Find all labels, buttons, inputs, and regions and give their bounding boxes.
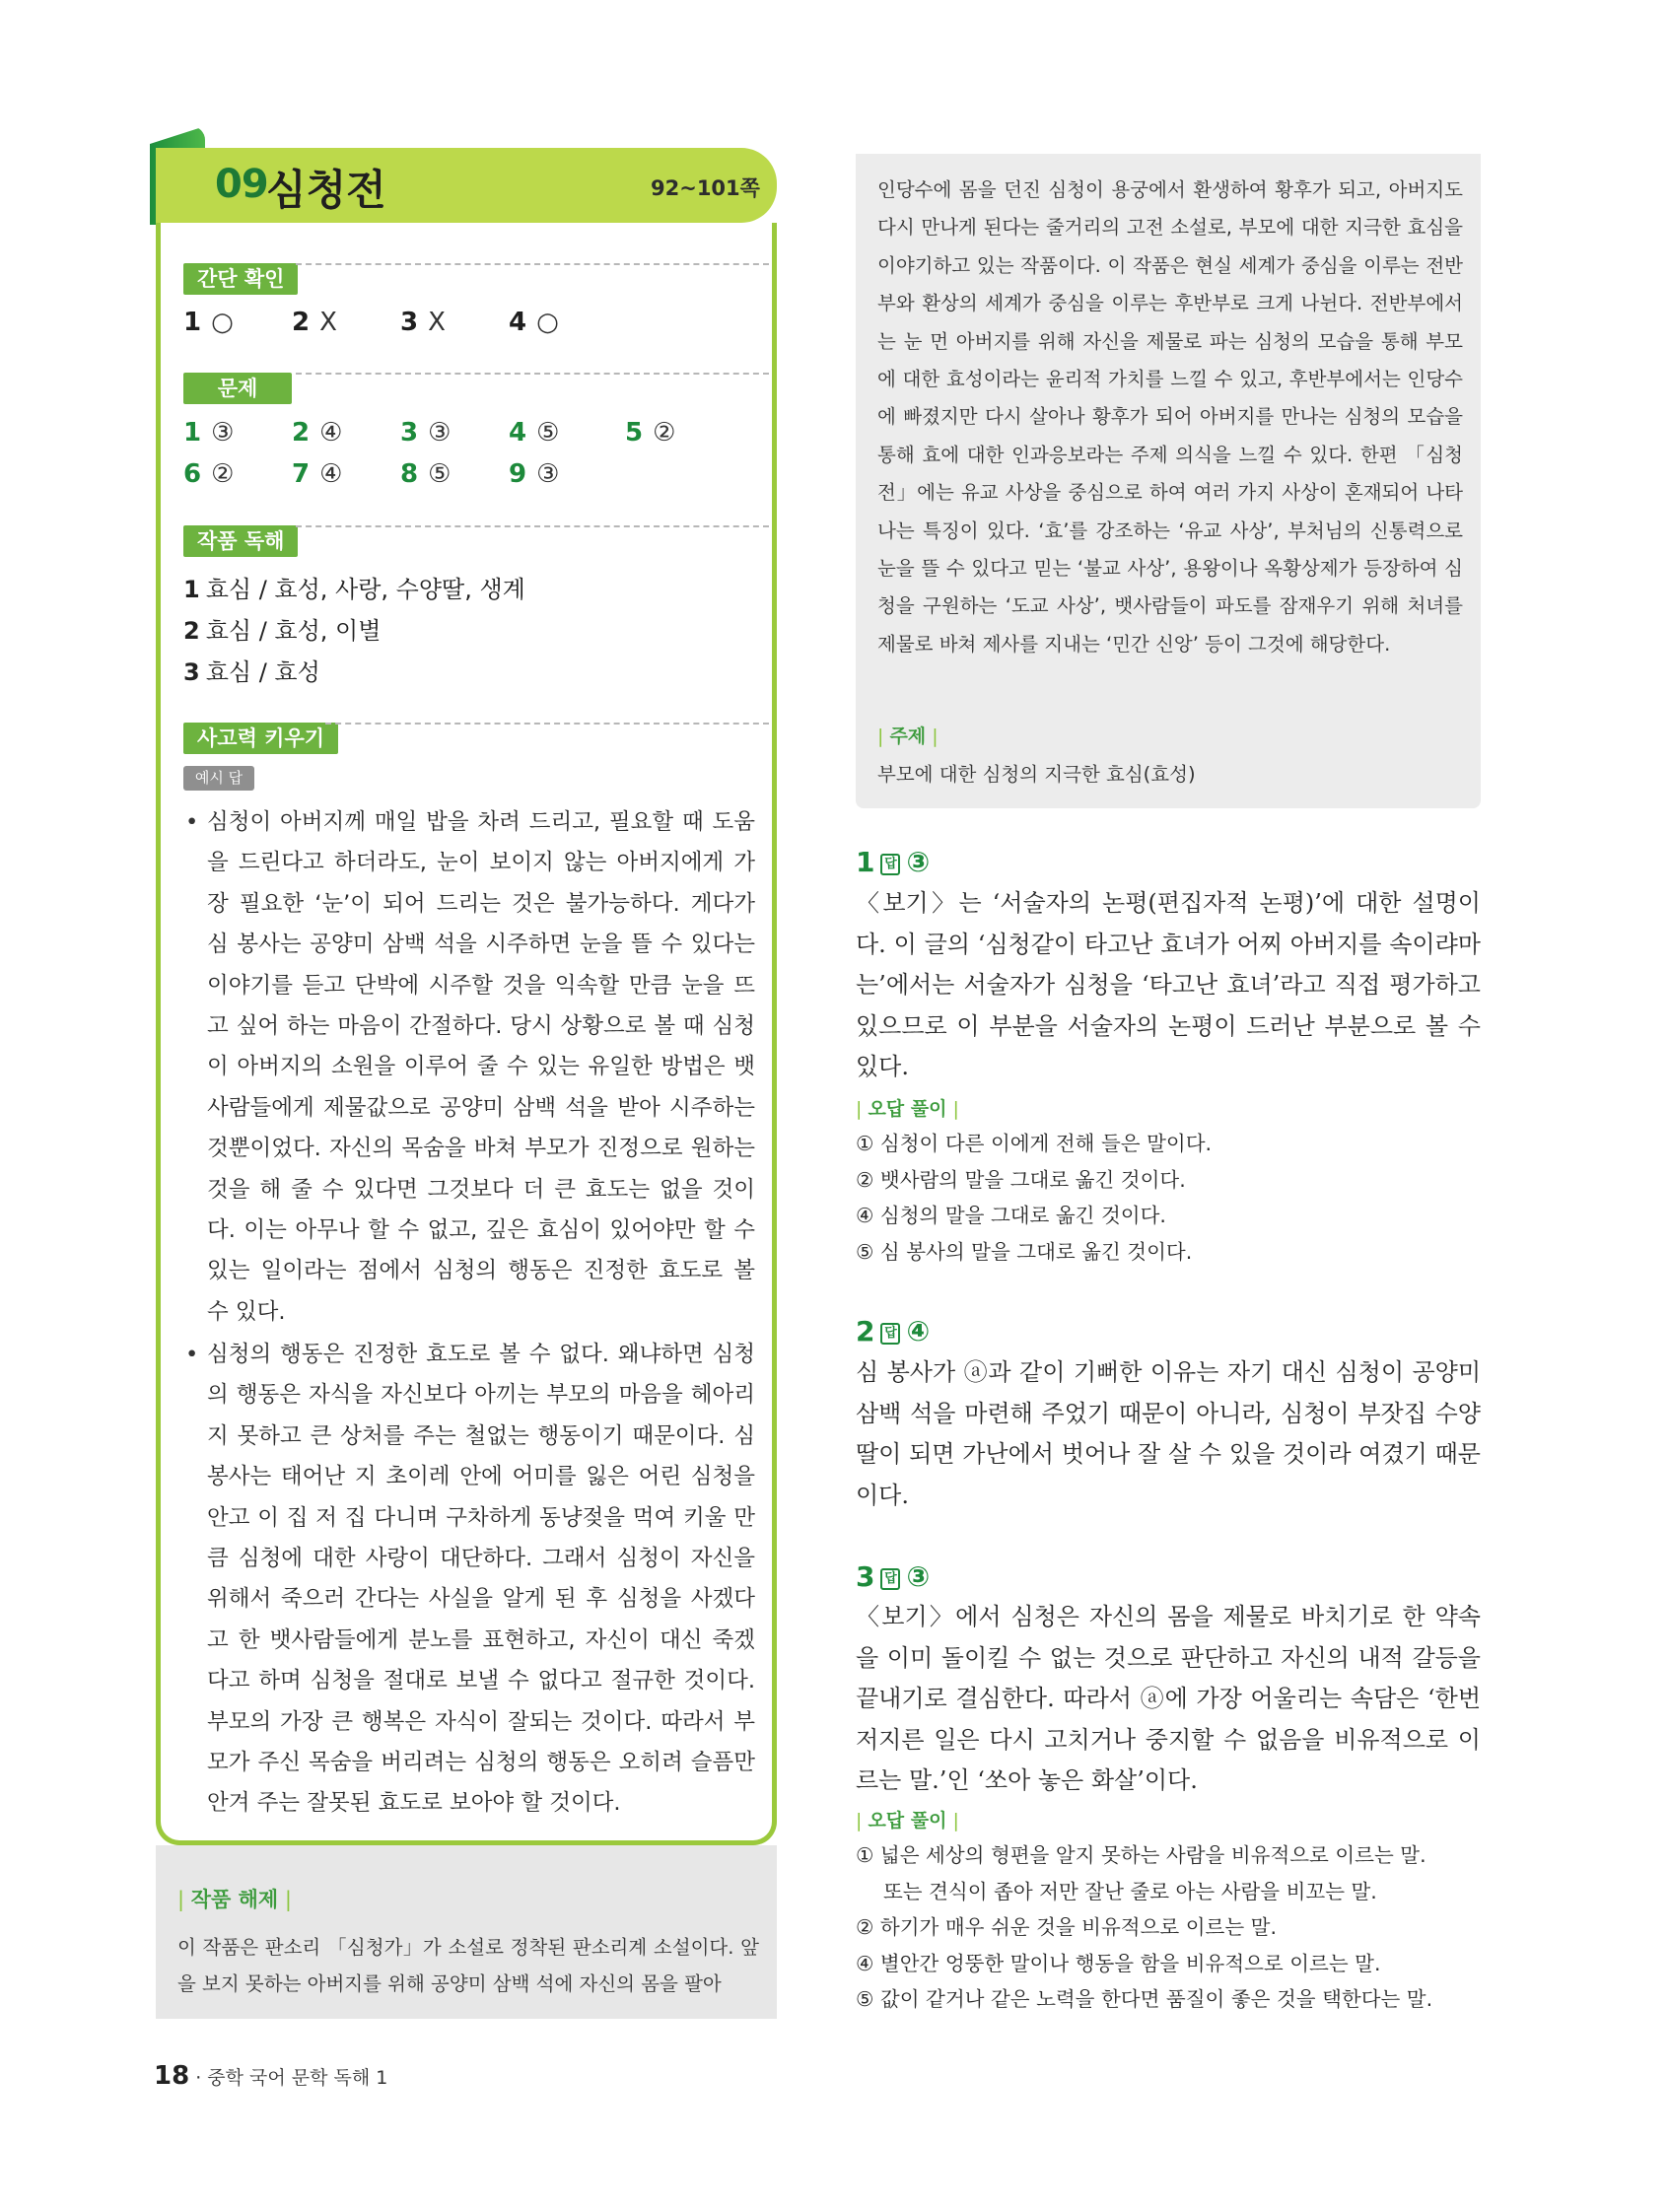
thinking-answer-bullet: • 심청의 행동은 진정한 효도로 볼 수 없다. 왜냐하면 심청의 행동은 자식을 자신보다 아끼는 부모의 마음을 헤아리지 못하고 큰 상처를 주는 철없는 행동이기 때문이다. 심 봉사는 태어난 지 초이레 안에 어미를 잃은 어린 심청을 안고 이 집 저 집 다니며 구차하게 동냥젖을 먹여 키울 만큼 심청에 대한 사랑이 대단하다. 그래서 심청이 자신을 위해서 죽으러 간다는 사실을 알게 된 후 심청을 사겠다고 한 뱃사람들에게 분노를 표현하고, 자신이 대신 죽겠다고 하며 심청을 절대로 보낼 수 없다고 절규한 것이다. 부모의 가장 큰 행복은 자식이 잘되는 것이다. 따라서 부모가 주신 목숨을 버리려는 심청의 행동은 오히려 슬픔만 안겨 주는 잘못된 효도로 보아야 할 것이다. — [183, 1335, 755, 1825]
page-footer — [154, 2061, 387, 2091]
wrong-option: ⑤ 값이 같거나 같은 노력을 한다면 품질이 좋은 것을 택한다는 말. — [856, 1987, 1433, 2012]
section-divider — [325, 723, 769, 725]
example-answer-tag: 예시 답 — [183, 766, 254, 791]
question-1-wrong-list — [856, 1126, 1487, 1270]
question-3-explanation: 〈보기〉에서 심청은 자신의 몸을 제물로 바치기로 한 약속을 이미 돌이킬 수 없는 것으로 판단하고 자신의 내적 갈등을 끝내기로 결심한다. 따라서 ⓐ에 가장 어울리는 속담은 ‘한번 저지른 일은 다시 고치거나 중지할 수 없음을 비유적으로 이르는 말.’인 ‘쏘아 놓은 화살’이다. — [856, 1603, 1481, 1795]
question-2-explanation: 심 봉사가 ⓐ과 같이 기뻐한 이유는 자기 대신 심청이 공양미 삼백 석을 마련해 주었기 때문이 아니라, 심청이 부잣집 수양딸이 되면 가난에서 벗어나 잘 살 수 있을 것이라 여겼기 때문이다. — [856, 1358, 1481, 1509]
question-3-wrong-label: | 오답 풀이 | — [856, 1810, 959, 1832]
theme-label: | 주제 | — [877, 726, 939, 747]
problem-answer: 7 ④ — [292, 459, 343, 489]
wrong-option: ① 심청이 다른 이에게 전해 들은 말이다. — [856, 1132, 1213, 1155]
quick-check-item: 4 ○ — [509, 308, 559, 337]
wrong-option: ② 뱃사람의 말을 그대로 옮긴 것이다. — [856, 1167, 1186, 1192]
book-title: · 중학 국어 문학 독해 1 — [195, 2067, 388, 2089]
answer-icon: 답 — [880, 1568, 900, 1590]
thinking-answer-bullet: • 심청이 아버지께 매일 밥을 차려 드리고, 필요할 때 도움을 드린다고 하더라도, 눈이 보이지 않는 아버지에게 가장 필요한 ‘눈’이 되어 드리는 것은 불가능하다. 게다가 심 봉사는 공양미 삼백 석을 시주하면 눈을 뜰 수 있다는 이야기를 듣고 단박에 시주할 것을 익속할 만큼 눈을 뜨고 싶어 하는 마음이 간절하다. 당시 상황으로 볼 때 심청이 아버지의 소원을 이루어 줄 수 있는 유일한 방법은 뱃사람들에게 제물값으로 공양미 삼백 석을 받아 시주하는 것뿐이었다. 자신의 목숨을 바쳐 부모가 진정으로 원하는 것을 해 줄 수 있다면 그것보다 더 큰 효도는 없을 것이다. 이는 아무나 할 수 없고, 깊은 효심이 있어야만 할 수 있는 일이라는 점에서 심청의 행동은 진정한 효도로 볼 수 있다. — [183, 802, 755, 1333]
wrong-option: ④ 심청의 말을 그대로 옮긴 것이다. — [856, 1204, 1166, 1228]
page-number: 18 — [154, 2061, 190, 2091]
wrong-option: ④ 별안간 엉뚱한 말이나 행동을 함을 비유적으로 이르는 말. — [856, 1951, 1381, 1975]
question-1-wrong-label: | 오답 풀이 | — [856, 1098, 959, 1120]
reading-answer-line: 2 효심 / 효성, 이별 — [183, 617, 382, 645]
wrong-option: ② 하기가 매우 쉬운 것을 비유적으로 이르는 말. — [856, 1915, 1277, 1940]
section-tag-reading: 작품 독해 — [183, 525, 298, 557]
chapter-page-range: 92~101쪽 — [651, 176, 760, 200]
problem-answer: 1 ③ — [183, 418, 235, 448]
problem-answer: 5 ② — [625, 418, 676, 448]
problem-answer: 2 ④ — [292, 418, 343, 448]
question-1-heading: 1 답 ③ — [856, 846, 931, 878]
wrong-option: ⑤ 심 봉사의 말을 그대로 옮긴 것이다. — [856, 1239, 1193, 1264]
section-tag-thinking: 사고력 키우기 — [183, 723, 338, 754]
quick-check-item: 1 ○ — [183, 308, 234, 337]
quick-check-item: 3 X — [400, 308, 446, 337]
section-divider — [296, 525, 769, 527]
problem-answer: 9 ③ — [509, 459, 560, 489]
section-tag-problems: 문제 — [183, 373, 292, 404]
answer-icon: 답 — [880, 854, 900, 875]
chapter-number: 09 — [215, 162, 268, 207]
problem-answer: 4 ⑤ — [509, 418, 560, 448]
work-explain-label: | 작품 해제 | — [177, 1888, 292, 1911]
answer-icon: 답 — [880, 1323, 900, 1345]
problem-answer: 3 ③ — [400, 418, 452, 448]
wrong-option: ① 넓은 세상의 형편을 알지 못하는 사람을 비유적으로 이르는 말. — [856, 1843, 1426, 1867]
chapter-title: 심청전 — [266, 166, 386, 214]
question-3-wrong-list — [856, 1837, 1487, 2018]
question-1-explanation: 〈보기〉는 ‘서술자의 논평(편집자적 논평)’에 대한 설명이다. 이 글의 ‘심청같이 타고난 효녀가 어찌 아버지를 속이랴마는’에서는 서술자가 심청을 ‘타고난 효녀’라고 직접 평가하고 있으므로 이 부분을 서술자의 논평이 드러난 부분으로 볼 수 있다. — [856, 889, 1481, 1081]
wrong-option-continued: 또는 견식이 좁아 저만 잘난 줄로 아는 사람을 비꼬는 말. — [883, 1879, 1377, 1903]
section-tag-quick-check: 간단 확인 — [183, 263, 298, 295]
work-explain-text: 이 작품은 판소리 「심청가」가 소설로 정착된 판소리계 소설이다. 앞을 보지 못하는 아버지를 위해 공양미 삼백 석에 자신의 몸을 팔아 — [177, 1936, 759, 1995]
question-3-heading: 3 답 ③ — [856, 1560, 931, 1593]
question-2-heading: 2 답 ④ — [856, 1315, 931, 1348]
reading-answer-line: 1 효심 / 효성, 사랑, 수양딸, 생계 — [183, 576, 525, 603]
section-divider — [296, 263, 769, 265]
reading-answer-line: 3 효심 / 효성 — [183, 658, 320, 686]
quick-check-item: 2 X — [292, 308, 337, 337]
section-divider — [296, 373, 769, 375]
summary-text: 인당수에 몸을 던진 심청이 용궁에서 환생하여 황후가 되고, 아버지도 다시 만나게 된다는 줄거리의 고전 소설로, 부모에 대한 지극한 효심을 이야기하고 있는 작품이다. 이 작품은 현실 세계가 중심을 이루는 전반부와 환상의 세계가 중심을 이루는 후반부로 크게 나뉜다. 전반부에서는 눈 먼 아버지를 위해 자신을 제물로 파는 심청의 모습을 통해 부모에 대한 효성이라는 윤리적 가치를 느낄 수 있고, 후반부에서는 인당수에 빠졌지만 다시 살아나 황후가 되어 아버지를 만나는 심청의 모습을 통해 효에 대한 인과응보라는 주제 의식을 느낄 수 있다. 한편 「심청전」에는 유교 사상을 중심으로 하여 여러 가지 사상이 혼재되어 나타나는 특징이 있다. ‘효’를 강조하는 ‘유교 사상’, 부처님의 신통력으로 눈을 뜰 수 있다고 믿는 ‘불교 사상’, 용왕이나 옥황상제가 등장하여 심청을 구원하는 ‘도교 사상’, 뱃사람들이 파도를 잠재우기 위해 처녀를 제물로 바쳐 제사를 지내는 ‘민간 신앙’ 등이 그것에 해당한다. — [877, 178, 1463, 656]
problem-answer: 8 ⑤ — [400, 459, 452, 489]
problem-answer: 6 ② — [183, 459, 235, 489]
theme-text: 부모에 대한 심청의 지극한 효심(효성) — [877, 763, 1196, 786]
